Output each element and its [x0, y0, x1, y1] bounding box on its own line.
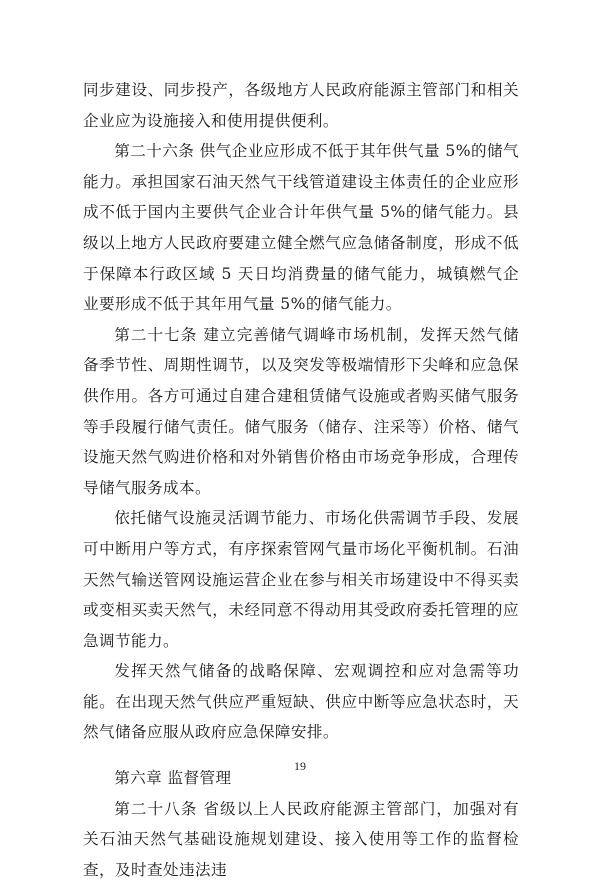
page-number: 19 [294, 759, 306, 773]
paragraph-continuation: 同步建设、同步投产，各级地方人民政府能源主管部门和相关企业应为设施接入和使用提供便利。 [83, 81, 519, 130]
balance-mechanism-paragraph: 依托储气设施灵活调节能力、市场化供需调节手段、发展可中断用户等方式，有序探索管网气量市场化平衡机制。石油天然气输送管网设施运营企业在参与相关市场建设中不得买卖或变相买卖天然气，未经同意不得动用其受政府委托管理的应急调节能力。 [83, 509, 519, 650]
article-27-paragraph: 第二十七条 建立完善储气调峰市场机制，发挥天然气储备季节性、周期性调节，以及突发等极端情形下尖峰和应急保供作用。各方可通过自建合建租赁储气设施或者购买储气服务等手段履行储气责任。储气服务（储存、注采等）价格、储气设施天然气购进价格和对外销售价格由市场竞争形成，合理传导储气服务成本。 [83, 325, 519, 497]
article-26-paragraph: 第二十六条 供气企业应形成不低于其年供气量 5%的储气能力。承担国家石油天然气干线管道建设主体责任的企业应形成不低于国内主要供气企业合计年供气量 5%的储气能力。县级以上地方人民政府要建立健全燃气应急储备制度，形成不低于保障本行政区域 5 天日均消费量的储气能力，城镇燃气企业要形成不低于其年用气量 5%的储气能力。 [83, 142, 519, 314]
article-28-paragraph: 第二十八条 省级以上人民政府能源主管部门，加强对有关石油天然气基础设施规划建设、接入使用等工作的监督检查，及时查处违法违 [83, 799, 519, 879]
chapter-heading: 第六章 监督管理 [114, 769, 232, 788]
strategic-reserve-paragraph: 发挥天然气储备的战略保障、宏观调控和应对急需等功能。在出现天然气供应严重短缺、供应中断等应急状态时，天然气储备应服从政府应急保障安排。 [83, 662, 519, 742]
